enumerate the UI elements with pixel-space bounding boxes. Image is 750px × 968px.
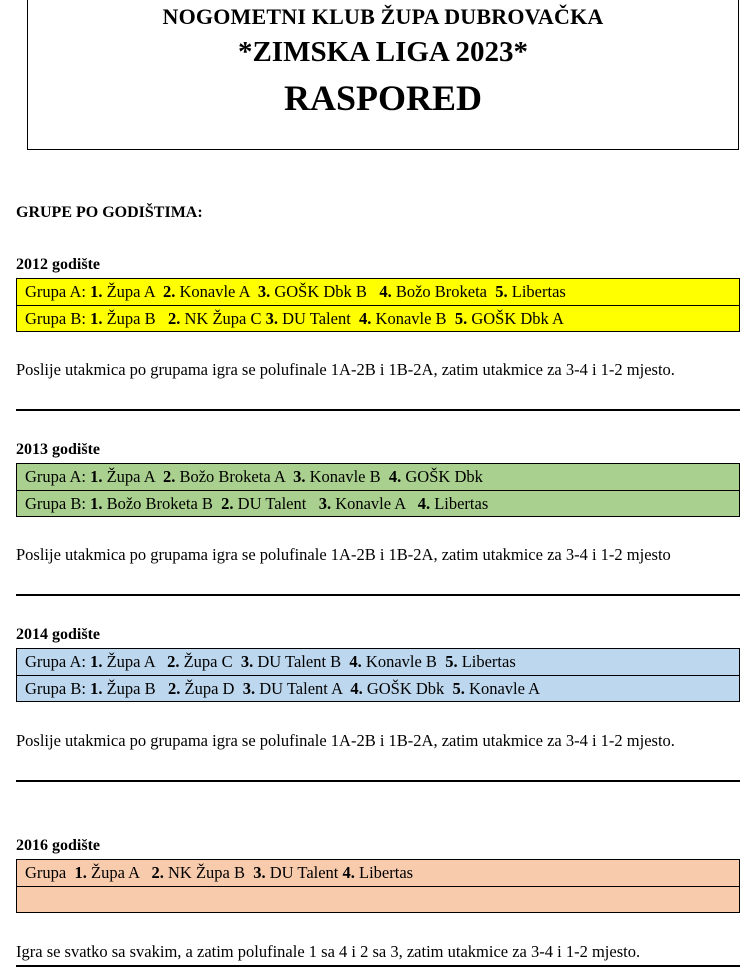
- section-note-2016: Igra se svatko sa svakim, a zatim polufinale 1 sa 4 i 2 sa 3, zatim utakmice za 3-4 i 1-2 mjesto.: [16, 942, 641, 961]
- title-box: [27, 0, 739, 150]
- section-divider: [16, 594, 740, 596]
- group-text: Libertas: [507, 282, 566, 301]
- team-rank: 1.: [90, 309, 103, 328]
- group-text: Župa B: [102, 309, 168, 328]
- group-text: Božo Broketa B: [102, 494, 222, 513]
- team-rank: 5.: [445, 652, 458, 671]
- team-rank: 4.: [417, 494, 431, 513]
- section-title-2013: 2013 godište: [16, 441, 100, 458]
- group-text: Božo Broketa: [391, 282, 496, 301]
- team-rank: 4.: [359, 309, 372, 328]
- group-text: GOŠK Dbk A: [467, 309, 564, 328]
- team-rank: 4.: [342, 863, 355, 882]
- group-table-2016: [16, 859, 740, 913]
- group-text: Župa A: [102, 652, 168, 671]
- section-divider: [16, 780, 740, 782]
- group-text: Libertas: [457, 652, 516, 671]
- group-text: Grupa: [25, 863, 75, 882]
- team-rank: 1.: [90, 467, 103, 486]
- group-text: Grupa A:: [25, 652, 91, 671]
- team-rank: 1.: [90, 494, 103, 513]
- group-table-2012: [16, 278, 740, 332]
- league-title: *ZIMSKA LIGA 2023*: [237, 36, 529, 68]
- group-row: [17, 490, 739, 516]
- group-text: Grupa A:: [25, 282, 91, 301]
- group-text: Grupa B:: [25, 309, 91, 328]
- team-rank: 1.: [90, 652, 103, 671]
- team-rank: 3.: [257, 282, 271, 301]
- team-rank: 2.: [162, 467, 176, 486]
- team-rank: 4.: [388, 467, 402, 486]
- group-text: Župa A: [102, 467, 163, 486]
- section-note-2014: Poslije utakmica po grupama igra se polufinale 1A-2B i 1B-2A, zatim utakmice za 3-4 i 1-2 mjesto.: [16, 731, 675, 750]
- group-text: Župa A: [86, 863, 152, 882]
- group-text: DU Talent A: [255, 679, 351, 698]
- team-rank: 1.: [90, 679, 103, 698]
- team-rank: 3.: [293, 467, 306, 486]
- group-row: [17, 464, 739, 490]
- group-text: DU Talent: [265, 863, 343, 882]
- group-text: Grupa A:: [25, 467, 91, 486]
- groups-heading: GRUPE PO GODIŠTIMA:: [16, 204, 203, 221]
- group-text: Konavle B: [371, 309, 455, 328]
- team-rank: 4.: [349, 652, 362, 671]
- team-rank: 2.: [151, 863, 164, 882]
- group-text: NK Župa B: [163, 863, 254, 882]
- group-text: Grupa B:: [25, 494, 91, 513]
- group-text: DU Talent: [233, 494, 319, 513]
- section-note-2013: Poslije utakmica po grupama igra se polufinale 1A-2B i 1B-2A, zatim utakmice za 3-4 i 1-2 mjesto: [16, 545, 671, 564]
- group-text: Konavle B: [361, 652, 446, 671]
- group-text: Božo Broketa A: [175, 467, 294, 486]
- group-text: Župa B: [102, 679, 168, 698]
- section-title-2016: 2016 godište: [16, 837, 100, 854]
- group-row: [17, 279, 739, 305]
- section-title-2012: 2012 godište: [16, 256, 100, 273]
- team-rank: 3.: [318, 494, 332, 513]
- team-rank: 3.: [242, 679, 256, 698]
- team-rank: 4.: [379, 282, 392, 301]
- group-text: NK Župa C: [180, 309, 266, 328]
- group-text: Župa A: [102, 282, 163, 301]
- team-rank: 5.: [454, 309, 468, 328]
- group-row: [17, 860, 739, 886]
- group-text: Libertas: [430, 494, 489, 513]
- group-table-2014: [16, 648, 740, 702]
- club-name: NOGOMETNI KLUB ŽUPA DUBROVAČKA: [162, 4, 604, 29]
- group-text: GOŠK Dbk B: [270, 282, 380, 301]
- team-rank: 5.: [452, 679, 465, 698]
- team-rank: 3.: [265, 309, 278, 328]
- group-row: [17, 305, 739, 331]
- team-rank: 2.: [168, 679, 181, 698]
- team-rank: 4.: [350, 679, 363, 698]
- group-text: DU Talent B: [253, 652, 350, 671]
- team-rank: 3.: [240, 652, 254, 671]
- group-text: Konavle A: [331, 494, 418, 513]
- team-rank: 2.: [162, 282, 176, 301]
- team-rank: 1.: [74, 863, 87, 882]
- group-text: Župa D: [180, 679, 243, 698]
- team-rank: 5.: [495, 282, 508, 301]
- group-row-empty: [17, 886, 739, 912]
- team-rank: 3.: [253, 863, 266, 882]
- group-text: DU Talent: [278, 309, 360, 328]
- group-text: Konavle A: [464, 679, 541, 698]
- team-rank: 2.: [168, 309, 181, 328]
- team-rank: 2.: [221, 494, 234, 513]
- group-text: GOŠK Dbk: [362, 679, 453, 698]
- group-row: [17, 675, 739, 701]
- group-text: Konavle B: [305, 467, 389, 486]
- section-divider: [16, 409, 740, 411]
- section-note-2012: Poslije utakmica po grupama igra se polufinale 1A-2B i 1B-2A, zatim utakmice za 3-4 i 1-2 mjesto.: [16, 360, 675, 379]
- schedule-title: RASPORED: [283, 78, 483, 118]
- team-rank: 1.: [90, 282, 103, 301]
- group-text: Libertas: [354, 863, 414, 882]
- team-rank: 2.: [167, 652, 180, 671]
- group-text: Grupa B:: [25, 679, 91, 698]
- group-table-2013: [16, 463, 740, 517]
- group-text: Župa C: [179, 652, 241, 671]
- section-divider: [16, 965, 740, 967]
- group-text: Konavle A: [175, 282, 258, 301]
- section-title-2014: 2014 godište: [16, 626, 100, 643]
- group-row: [17, 649, 739, 675]
- group-text: GOŠK Dbk: [401, 467, 483, 486]
